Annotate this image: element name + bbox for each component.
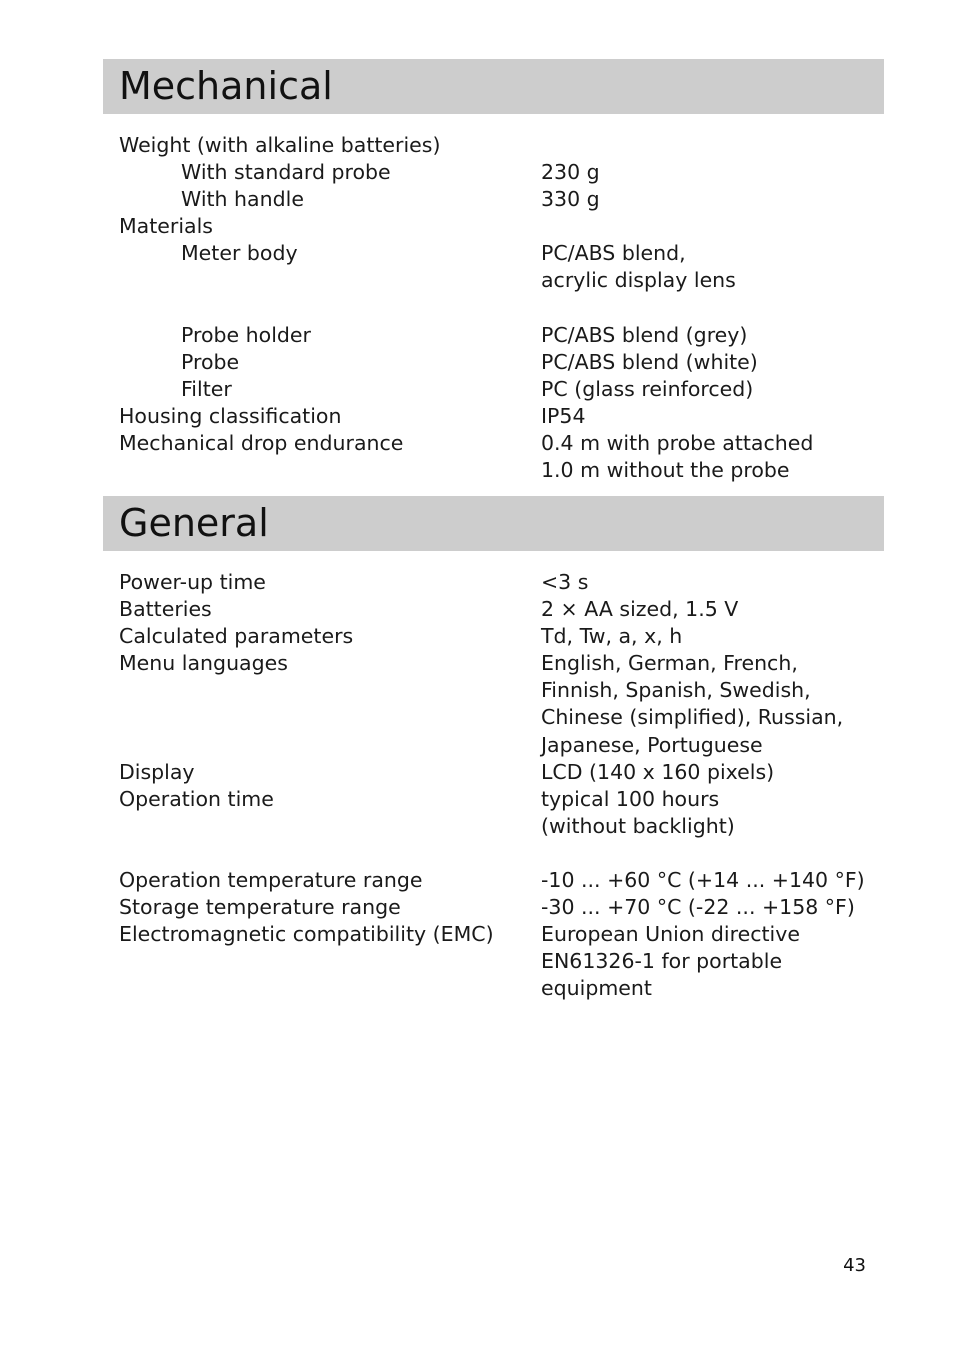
spec-label: Probe holder [181,322,311,347]
spec-row-operation-time [119,786,859,867]
spec-label: Display [119,759,195,784]
spec-value: 330 g [541,187,600,212]
page-number: 43 [843,1255,866,1276]
spec-value: 0.4 m with probe attached 1.0 m without the probe [541,431,814,483]
spec-value: PC/ABS blend, acrylic display lens [541,241,736,293]
spec-label: Batteries [119,597,212,622]
general-section-header [103,496,884,551]
spec-label: Calculated parameters [119,624,354,649]
spec-label: Operation temperature range [119,868,423,893]
spec-label: Mechanical drop endurance [119,431,404,456]
mechanical-spec-table [119,132,859,484]
spec-row-calculated-parameters [119,623,859,650]
mechanical-title: Mechanical [119,64,333,108]
spec-value: -30 ... +70 °C (-22 ... +158 °F) [541,895,855,920]
spec-value: English, German, French, Finnish, Spanish, Swedish, Chinese (simplified), Russian, Japanese, Portuguese [541,651,844,757]
general-spec-table [119,569,865,1003]
spec-value: Td, Tw, a, x, h [541,624,683,649]
spec-row-with-standard-probe [119,159,859,186]
spec-value: 230 g [541,160,600,185]
spec-row-batteries [119,596,859,623]
spec-label: Storage temperature range [119,895,401,920]
spec-label: Probe [181,349,240,374]
spec-row-with-handle [119,186,859,213]
spec-label: Filter [181,376,232,401]
spec-row-housing-classification [119,403,859,430]
spec-value: <3 s [541,570,589,594]
general-title: General [119,501,269,545]
spec-row-probe [119,349,859,376]
mechanical-section-header [103,59,884,114]
spec-row-display [119,759,859,786]
spec-row-menu-languages [119,650,859,758]
spec-value: PC/ABS blend (white) [541,349,758,374]
spec-label: Power-up time [119,570,266,594]
spec-value: LCD (140 x 160 pixels) [541,759,775,784]
spec-row-drop-endurance [119,430,859,484]
spec-row-filter [119,376,859,403]
spec-value: PC/ABS blend (grey) [541,322,748,347]
spec-row-probe-holder [119,322,859,349]
spec-label: With handle [181,187,304,212]
spec-label: With standard probe [181,160,391,185]
spec-value: 2 × AA sized, 1.5 V [541,597,739,622]
spec-value: IP54 [541,403,586,428]
spec-row-storage-temperature [119,894,859,921]
spec-row-operation-temperature [119,867,865,894]
spec-label: Menu languages [119,651,288,676]
spec-label: Materials [119,214,213,239]
spec-row-weight [119,132,859,159]
spec-label: Housing classification [119,403,342,428]
spec-row-meter-body [119,240,859,321]
spec-value: European Union directive EN61326-1 for portable equipment [541,922,800,1001]
spec-row-emc [119,921,859,1002]
spec-label: Electromagnetic compatibility (EMC) [119,922,494,947]
spec-row-power-up-time [119,569,859,596]
spec-value: -10 ... +60 °C (+14 ... +140 °F) [541,868,865,893]
spec-row-materials [119,213,859,240]
spec-value: PC (glass reinforced) [541,376,754,401]
spec-label: Weight (with alkaline batteries) [119,133,441,157]
spec-value: typical 100 hours (without backlight) [541,786,735,838]
spec-label: Meter body [181,241,298,266]
spec-label: Operation time [119,786,274,811]
